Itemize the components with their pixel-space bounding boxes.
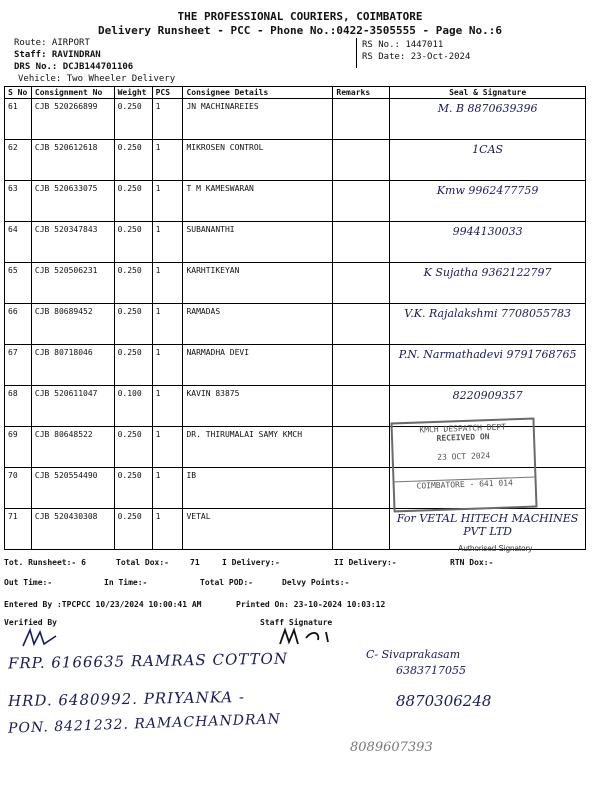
entered-by: Entered By :TPCPCC 10/23/2024 10:00:41 AM	[4, 600, 202, 609]
cell-consignment-no: CJB 520347843	[31, 222, 114, 263]
cell-pcs: 1	[152, 509, 183, 550]
cell-pcs: 1	[152, 468, 183, 509]
cell-pcs: 1	[152, 304, 183, 345]
cell-consignment-no: CJB 520506231	[31, 263, 114, 304]
table-row	[5, 140, 586, 181]
cell-consignment-no: CJB 80718046	[31, 345, 114, 386]
cell-consignee: SUBANANTHI	[183, 222, 333, 263]
cell-weight: 0.250	[114, 222, 152, 263]
cell-consignment-no: CJB 520554490	[31, 468, 114, 509]
cell-weight: 0.250	[114, 345, 152, 386]
authorised-signatory: Authorised Signatory	[458, 544, 533, 553]
col-remarks: Remarks	[333, 87, 390, 99]
cell-consignee: RAMADAS	[183, 304, 333, 345]
cell-consignee: DR. THIRUMALAI SAMY KMCH	[183, 427, 333, 468]
delvy-points: Delvy Points:-	[282, 578, 350, 587]
verifier-signature	[20, 624, 60, 654]
cell-signature: 9944130033	[390, 222, 586, 263]
col-consignee: Consignee Details	[183, 87, 333, 99]
cell-consignee: T M KAMESWARAN	[183, 181, 333, 222]
cell-remarks	[333, 509, 390, 550]
cell-remarks	[333, 468, 390, 509]
cell-pcs: 1	[152, 140, 183, 181]
handwritten-right-2: 6383717055	[396, 664, 466, 677]
cell-consignee: MIKROSEN CONTROL	[183, 140, 333, 181]
cell-consignment-no: CJB 520612618	[31, 140, 114, 181]
cell-weight: 0.250	[114, 263, 152, 304]
cell-signature: 8220909357	[390, 386, 586, 427]
cell-remarks	[333, 345, 390, 386]
cell-weight: 0.250	[114, 304, 152, 345]
received-stamp	[390, 418, 537, 513]
cell-remarks	[333, 181, 390, 222]
cell-consignment-no: CJB 80648522	[31, 427, 114, 468]
cell-consignee: KARHTIKEYAN	[183, 263, 333, 304]
cell-pcs: 1	[152, 222, 183, 263]
cell-consignee: NARMADHA DEVI	[183, 345, 333, 386]
staff-signature-mark	[276, 626, 356, 648]
cell-signature: Kmw 9962477759	[390, 181, 586, 222]
handwritten-right-1: C- Sivaprakasam	[366, 648, 461, 661]
cell-signature: 1CAS	[390, 140, 586, 181]
col-pcs: PCS	[152, 87, 183, 99]
cell-pcs: 1	[152, 345, 183, 386]
cell-pcs: 1	[152, 263, 183, 304]
rtn-dox: RTN Dox:-	[450, 558, 494, 567]
handwritten-line-2: HRD. 6480992. PRIYANKA -	[7, 687, 246, 711]
cell-consignment-no: CJB 520633075	[31, 181, 114, 222]
cell-signature: V.K. Rajalakshmi 7708055783	[390, 304, 586, 345]
total-dox-label: Total Dox:-	[116, 558, 169, 567]
out-time: Out Time:-	[4, 578, 53, 587]
company-title: THE PROFESSIONAL COURIERS, COIMBATORE	[177, 10, 423, 23]
table-row	[5, 99, 586, 140]
cell-signature: M. B 8870639396	[390, 99, 586, 140]
cell-remarks	[333, 99, 390, 140]
table-row	[5, 222, 586, 263]
cell-consignee: IB	[183, 468, 333, 509]
cell-weight: 0.250	[114, 140, 152, 181]
staff-label: Staff: RAVINDRAN	[14, 50, 101, 60]
cell-weight: 0.250	[114, 181, 152, 222]
cell-weight: 0.100	[114, 386, 152, 427]
stamp-date: 23 OCT 2024	[437, 451, 491, 462]
handwritten-line-3: PON. 8421232. RAMACHANDRAN	[7, 711, 282, 737]
cell-consignment-no: CJB 520430308	[31, 509, 114, 550]
cell-remarks	[333, 222, 390, 263]
stamp-line2: RECEIVED ON	[436, 432, 490, 443]
verified-by: Verified By	[4, 618, 57, 627]
cell-sno: 69	[5, 427, 32, 468]
vehicle-label: Vehicle: Two Wheeler Delivery	[18, 74, 176, 84]
cell-sno: 68	[5, 386, 32, 427]
cell-consignee: KAVIN 83875	[183, 386, 333, 427]
total-pod: Total POD:-	[200, 578, 253, 587]
table-row	[5, 345, 586, 386]
cell-remarks	[333, 304, 390, 345]
in-time: In Time:-	[104, 578, 148, 587]
cell-consignment-no: CJB 520611047	[31, 386, 114, 427]
cell-weight: 0.250	[114, 509, 152, 550]
cell-sno: 71	[5, 509, 32, 550]
cell-sno: 65	[5, 263, 32, 304]
cell-remarks	[333, 386, 390, 427]
cell-signature: For VETAL HITECH MACHINES PVT LTD	[390, 509, 586, 550]
handwritten-right-3: 8870306248	[396, 692, 492, 710]
cell-weight: 0.250	[114, 427, 152, 468]
col-signature: Seal & Signature	[390, 87, 586, 99]
cell-sno: 66	[5, 304, 32, 345]
cell-pcs: 1	[152, 181, 183, 222]
cell-sno: 64	[5, 222, 32, 263]
cell-pcs: 1	[152, 427, 183, 468]
cell-consignment-no: CJB 520266899	[31, 99, 114, 140]
rs-number: RS No.: 1447011	[362, 40, 444, 50]
tot-runsheet: Tot. Runsheet:- 6	[4, 558, 86, 567]
table-header-row	[5, 87, 586, 99]
drs-label: DRS No.: DCJB144701106	[14, 62, 134, 72]
route-label: Route: AIRPORT	[14, 38, 90, 48]
cell-signature: P.N. Narmathadevi 9791768765	[390, 345, 586, 386]
cell-consignment-no: CJB 80689452	[31, 304, 114, 345]
runsheet-subtitle: Delivery Runsheet - PCC - Phone No.:0422-3505555 - Page No.:6	[98, 24, 502, 37]
printed-on: Printed On: 23-10-2024 10:03:12	[236, 600, 386, 609]
table-row	[5, 263, 586, 304]
cell-pcs: 1	[152, 99, 183, 140]
col-consignment: Consignment No	[31, 87, 114, 99]
cell-sno: 63	[5, 181, 32, 222]
rs-divider	[356, 38, 357, 68]
cell-signature: K Sujatha 9362122797	[390, 263, 586, 304]
handwritten-line-1: FRP. 6166635 RAMRAS COTTON	[7, 649, 289, 673]
stamp-city: COIMBATORE - 641 014	[395, 477, 535, 492]
cell-weight: 0.250	[114, 99, 152, 140]
ii-delivery: II Delivery:-	[334, 558, 397, 567]
stamp-line1: KMCH DESPATCH DEPT	[419, 422, 507, 435]
col-weight: Weight	[114, 87, 152, 99]
cell-pcs: 1	[152, 386, 183, 427]
cell-sno: 67	[5, 345, 32, 386]
cell-remarks	[333, 263, 390, 304]
handwritten-right-4: 8089607393	[350, 740, 433, 755]
rs-date: RS Date: 23-Oct-2024	[362, 52, 471, 62]
table-row	[5, 304, 586, 345]
i-delivery: I Delivery:-	[222, 558, 280, 567]
cell-sno: 62	[5, 140, 32, 181]
cell-sno: 70	[5, 468, 32, 509]
cell-consignee: JN MACHINAREIES	[183, 99, 333, 140]
cell-remarks	[333, 140, 390, 181]
staff-signature-label: Staff Signature	[260, 618, 333, 627]
cell-consignee: VETAL	[183, 509, 333, 550]
col-sno: S No	[5, 87, 32, 99]
table-row	[5, 181, 586, 222]
cell-remarks	[333, 427, 390, 468]
total-dox-value: 71	[190, 558, 200, 567]
cell-weight: 0.250	[114, 468, 152, 509]
cell-sno: 61	[5, 99, 32, 140]
